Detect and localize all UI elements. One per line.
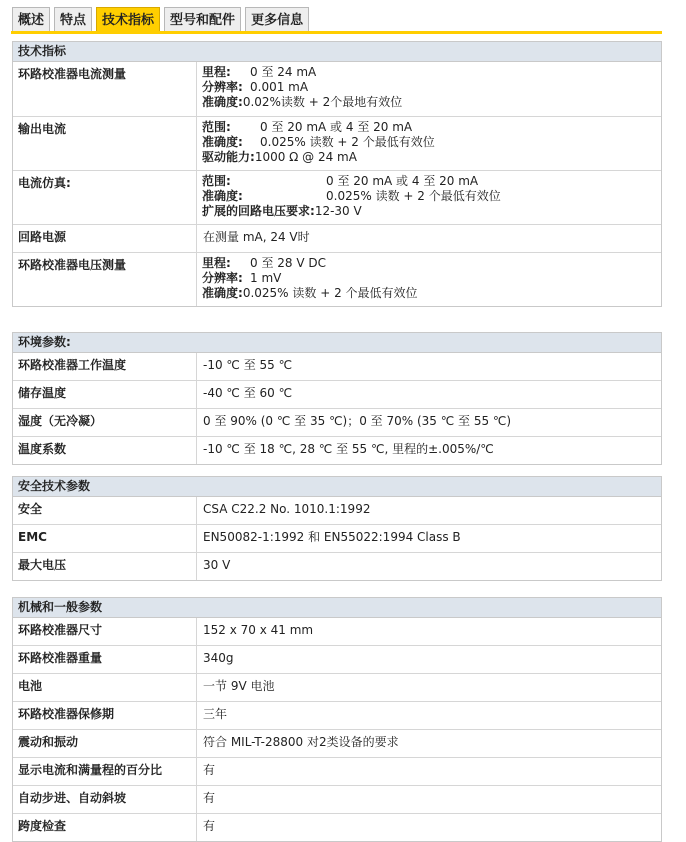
safety-table (13, 497, 661, 580)
table-row (13, 553, 661, 581)
spec-value: 0.02%读数 + 2个最地有效位 (242, 95, 403, 109)
spec-key: 扩展的回路电压要求: (202, 203, 315, 218)
row-label: 储存温度 (13, 381, 197, 409)
row-value (197, 116, 662, 170)
spec-key: 范围: (202, 119, 231, 134)
table-row (13, 437, 661, 465)
row-value: -40 ℃ 至 60 ℃ (197, 381, 662, 409)
table-row (13, 525, 661, 553)
spec-key: 分辨率: (202, 270, 243, 285)
row-value: 一节 9V 电池 (197, 674, 662, 702)
row-label: 安全 (13, 497, 197, 525)
table-row (13, 814, 661, 842)
spec-key: 里程: (202, 255, 231, 270)
tab-specifications[interactable]: 技术指标 (96, 7, 160, 32)
row-label: 最大电压 (13, 553, 197, 581)
row-label: 环路校准器电流测量 (13, 62, 197, 116)
table-row (13, 224, 661, 252)
row-label: 电流仿真: (13, 170, 197, 224)
row-label: 环路校准器尺寸 (13, 618, 197, 646)
spec-value: 0 至 28 V DC (250, 255, 326, 270)
tab-models-accessories[interactable]: 型号和配件 (164, 7, 241, 32)
table-row (13, 252, 661, 306)
row-value (197, 252, 662, 306)
row-label: 回路电源 (13, 224, 197, 252)
row-label: 震动和振动 (13, 730, 197, 758)
spec-key: 范围: (202, 173, 231, 188)
table-row (13, 730, 661, 758)
tech-specs-table (13, 62, 661, 306)
table-row (13, 409, 661, 437)
row-label: 湿度（无冷凝） (13, 409, 197, 437)
row-value: -10 ℃ 至 18 ℃, 28 ℃ 至 55 ℃, 里程的±.005%/℃ (197, 437, 662, 465)
table-row (13, 62, 661, 116)
spec-value: 0 至 24 mA (250, 65, 317, 79)
row-value (197, 170, 662, 224)
row-label: 自动步进、自动斜坡 (13, 786, 197, 814)
table-row (13, 674, 661, 702)
section-title: 环境参数: (13, 333, 661, 353)
spec-value: 12-30 V (314, 203, 362, 218)
environment-table (13, 353, 661, 464)
row-label: 温度系数 (13, 437, 197, 465)
row-value: 0 至 90% (0 ℃ 至 35 ℃)；0 至 70% (35 ℃ 至 55 ℃) (197, 409, 662, 437)
row-value: EN50082-1:1992 和 EN55022:1994 Class B (197, 525, 662, 553)
row-label: 显示电流和满量程的百分比 (13, 758, 197, 786)
row-value: 在测量 mA, 24 V时 (197, 224, 662, 252)
spec-value: 0 至 20 mA 或 4 至 20 mA (326, 173, 479, 188)
spec-value: 0.025% 读数 + 2 个最低有效位 (326, 188, 501, 203)
spec-key: 准确度: (202, 134, 243, 149)
row-label: 环路校准器电压测量 (13, 252, 197, 306)
row-label: 电池 (13, 674, 197, 702)
table-row (13, 758, 661, 786)
table-row (13, 702, 661, 730)
row-value: 有 (197, 786, 662, 814)
row-value: -10 ℃ 至 55 ℃ (203, 358, 293, 372)
table-row (13, 497, 661, 525)
spec-value: 1 mV (250, 270, 282, 285)
row-value (197, 62, 662, 116)
row-label: 输出电流 (13, 116, 197, 170)
mechanical-section (12, 597, 662, 842)
spec-value: 0.001 mA (250, 80, 309, 94)
table-row (13, 116, 661, 170)
row-value: 30 V (197, 553, 662, 581)
table-row (13, 646, 661, 674)
table-row (13, 170, 661, 224)
tab-bar (12, 7, 309, 33)
row-label: 跨度检查 (13, 814, 197, 842)
row-value: 有 (197, 758, 662, 786)
spec-key: 驱动能力: (202, 149, 255, 164)
row-value: 有 (197, 814, 662, 842)
row-label: 环路校准器重量 (13, 646, 197, 674)
row-value: CSA C22.2 No. 1010.1:1992 (203, 502, 371, 516)
tab-overview[interactable]: 概述 (12, 7, 50, 32)
section-title: 技术指标 (13, 42, 661, 62)
spec-value: 0.025% 读数 + 2 个最低有效位 (242, 285, 418, 300)
table-row (13, 353, 661, 381)
safety-section (12, 476, 662, 581)
spec-value: 1000 Ω @ 24 mA (254, 149, 357, 164)
spec-key: 里程: (202, 65, 231, 79)
spec-value: 0.025% 读数 + 2 个最低有效位 (260, 134, 435, 149)
spec-key: 准确度: (202, 285, 243, 300)
table-row (13, 618, 661, 646)
tab-features[interactable]: 特点 (54, 7, 92, 32)
environment-section (12, 332, 662, 465)
section-title: 安全技术参数 (13, 477, 661, 497)
section-title: 机械和一般参数 (13, 598, 661, 618)
tab-underline (11, 31, 662, 34)
row-value: 152 x 70 x 41 mm (203, 623, 314, 637)
mechanical-table (13, 618, 661, 841)
table-row (13, 381, 661, 409)
row-value: 符合 MIL-T-28800 对2类设备的要求 (197, 730, 662, 758)
row-label: 环路校准器工作温度 (13, 353, 197, 381)
row-value: 三年 (197, 702, 662, 730)
row-label: EMC (13, 525, 197, 553)
table-row (13, 786, 661, 814)
spec-key: 准确度: (202, 95, 243, 109)
row-label: 环路校准器保修期 (13, 702, 197, 730)
spec-key: 分辨率: (202, 80, 243, 94)
row-value: 340g (197, 646, 662, 674)
spec-key: 准确度: (202, 188, 243, 203)
tech-specs-section (12, 41, 662, 307)
tab-more-info[interactable]: 更多信息 (245, 7, 309, 32)
spec-value: 0 至 20 mA 或 4 至 20 mA (260, 119, 413, 134)
